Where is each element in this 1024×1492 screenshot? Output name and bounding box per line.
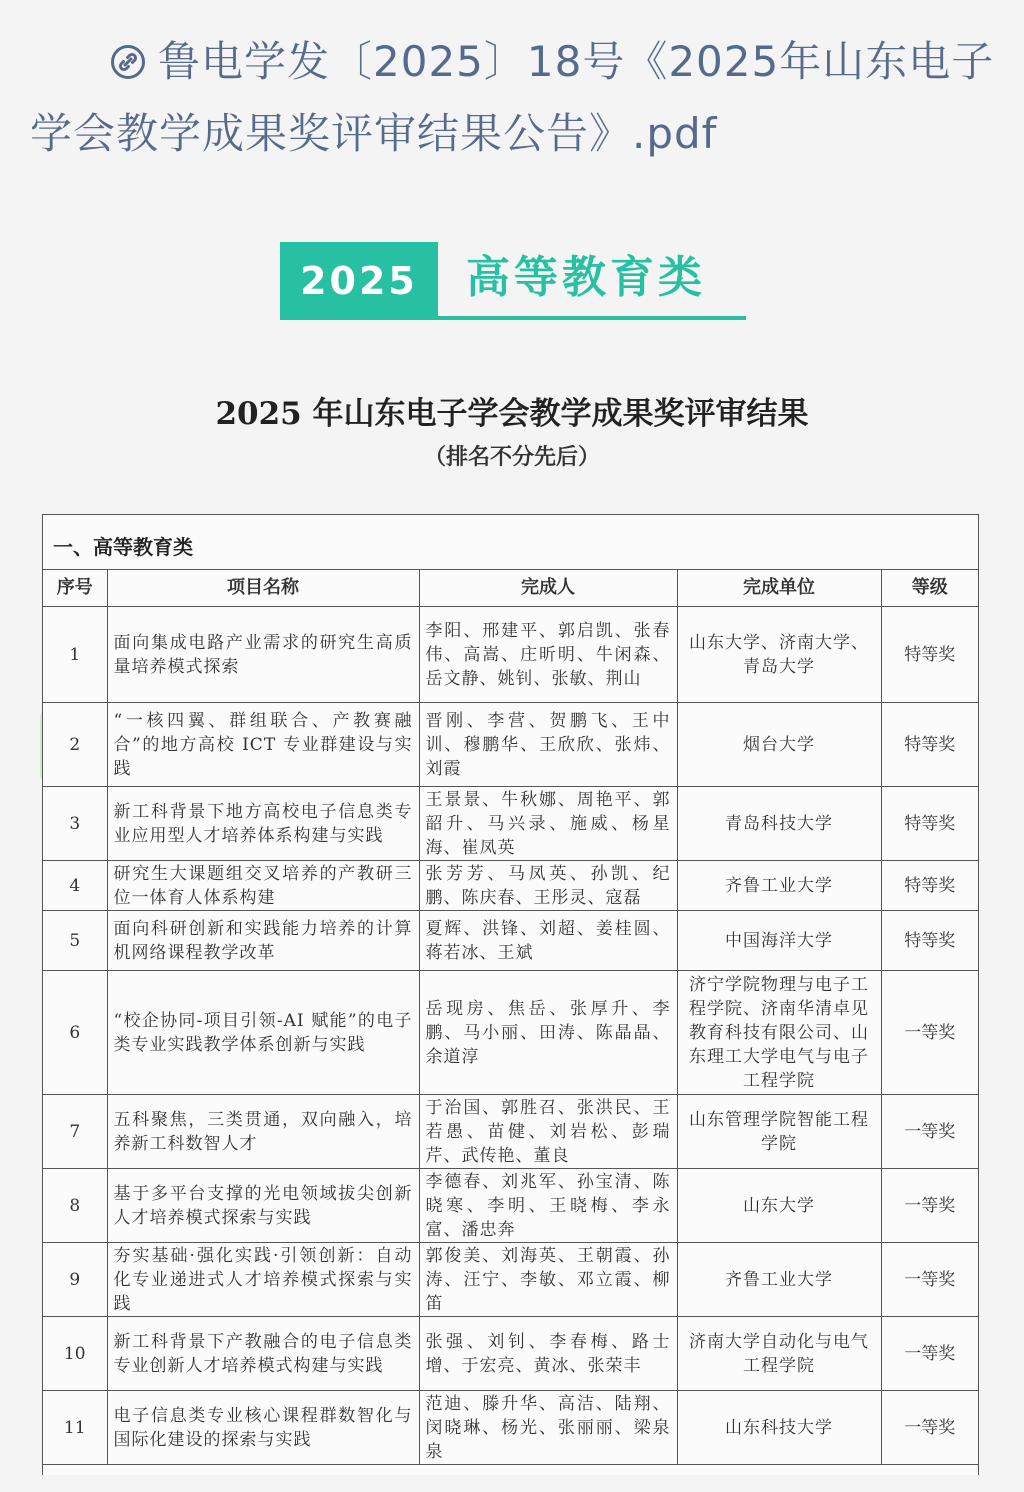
row-project-name: 研究生大课题组交叉培养的产教研三位一体育人体系构建: [107, 861, 419, 911]
header-unit: 完成单位: [677, 570, 881, 607]
row-level: 一等奖: [881, 1243, 978, 1317]
attachment-link[interactable]: [30, 26, 1005, 170]
row-level: 特等奖: [881, 787, 978, 861]
row-people: 夏辉、洪锋、刘超、姜桂圆、蒋若冰、王斌: [419, 911, 677, 971]
table-row: [43, 1317, 978, 1391]
row-level: 特等奖: [881, 861, 978, 911]
section-heading: 一、高等教育类: [43, 515, 978, 570]
header-people: 完成人: [419, 570, 677, 607]
row-people: 晋刚、李营、贺鹏飞、王中训、穆鹏华、王欣欣、张炜、刘霞: [419, 703, 677, 787]
row-unit: 中国海洋大学: [677, 911, 881, 971]
row-people: 李德春、刘兆军、孙宝清、陈晓寒、李明、王晓梅、李永富、潘忠奔: [419, 1169, 677, 1243]
row-level: 一等奖: [881, 1317, 978, 1391]
row-no: 6: [43, 971, 107, 1095]
row-unit: 山东管理学院智能工程学院: [677, 1095, 881, 1169]
row-people: 岳现房、焦岳、张厚升、李鹏、马小丽、田涛、陈晶晶、余道淳: [419, 971, 677, 1095]
row-level: 一等奖: [881, 1169, 978, 1243]
table-row: [43, 703, 978, 787]
row-no: 10: [43, 1317, 107, 1391]
row-unit: 山东大学、济南大学、青岛大学: [677, 607, 881, 703]
row-project-name: 电子信息类专业核心课程群数智化与国际化建设的探索与实践: [107, 1391, 419, 1465]
attachment-filename[interactable]: 鲁电学发〔2025〕18号《2025年山东电子学会教学成果奖评审结果公告》.pdf: [30, 37, 995, 158]
row-no: 4: [43, 861, 107, 911]
row-people: 郭俊美、刘海英、王朝霞、孙涛、汪宁、李敏、邓立霞、柳笛: [419, 1243, 677, 1317]
row-no: 11: [43, 1391, 107, 1465]
row-people: 王景景、牛秋娜、周艳平、郭韶升、马兴录、施威、杨星海、崔凤英: [419, 787, 677, 861]
row-level: 一等奖: [881, 1095, 978, 1169]
table-row: [43, 1243, 978, 1317]
row-project-name: “一核四翼、群组联合、产教赛融合”的地方高校 ICT 专业群建设与实践: [107, 703, 419, 787]
category-banner: [280, 242, 746, 320]
row-unit: 齐鲁工业大学: [677, 861, 881, 911]
table-header-row: [43, 570, 978, 607]
document-title: 2025 年山东电子学会教学成果奖评审结果: [215, 396, 809, 432]
row-people: 于治国、郭胜召、张洪民、王若愚、苗健、刘岩松、彭瑞芹、武传艳、董良: [419, 1095, 677, 1169]
header-project: 项目名称: [107, 570, 419, 607]
row-project-name: 基于多平台支撑的光电领域拔尖创新人才培养模式探索与实践: [107, 1169, 419, 1243]
banner-year: 2025: [280, 242, 438, 320]
results-table: [43, 570, 978, 1465]
row-project-name: 新工科背景下产教融合的电子信息类专业创新人才培养模式构建与实践: [107, 1317, 419, 1391]
table-row: [43, 1095, 978, 1169]
row-people: 张芳芳、马凤英、孙凯、纪鹏、陈庆春、王彤灵、寇磊: [419, 861, 677, 911]
link-icon: [110, 44, 146, 80]
table-row: [43, 1169, 978, 1243]
table-row: [43, 971, 978, 1095]
banner-category: 高等教育类: [466, 252, 706, 303]
row-unit: 济南大学自动化与电气工程学院: [677, 1317, 881, 1391]
row-unit: 山东大学: [677, 1169, 881, 1243]
header-no: 序号: [43, 570, 107, 607]
row-unit: 青岛科技大学: [677, 787, 881, 861]
banner-underline: [438, 316, 746, 320]
row-project-name: 夯实基础·强化实践·引领创新：自动化专业递进式人才培养模式探索与实践: [107, 1243, 419, 1317]
row-no: 8: [43, 1169, 107, 1243]
row-people: 范迪、滕升华、高洁、陆翔、闵晓琳、杨光、张丽丽、梁泉泉: [419, 1391, 677, 1465]
results-table-container: [42, 514, 979, 1475]
row-level: 一等奖: [881, 971, 978, 1095]
row-no: 1: [43, 607, 107, 703]
row-project-name: 面向集成电路产业需求的研究生高质量培养模式探索: [107, 607, 419, 703]
row-unit: 山东科技大学: [677, 1391, 881, 1465]
row-project-name: 新工科背景下地方高校电子信息类专业应用型人才培养体系构建与实践: [107, 787, 419, 861]
row-no: 3: [43, 787, 107, 861]
table-row: [43, 911, 978, 971]
row-level: 特等奖: [881, 607, 978, 703]
row-no: 2: [43, 703, 107, 787]
table-row: [43, 787, 978, 861]
row-unit: 济宁学院物理与电子工程学院、济南华清卓见教育科技有限公司、山东理工大学电气与电子工程学院: [677, 971, 881, 1095]
header-level: 等级: [881, 570, 978, 607]
table-row: [43, 1391, 978, 1465]
table-row: [43, 861, 978, 911]
row-people: 李阳、邢建平、郭启凯、张春伟、高嵩、庄昕明、牛闲森、岳文静、姚钊、张敏、荆山: [419, 607, 677, 703]
row-unit: 齐鲁工业大学: [677, 1243, 881, 1317]
row-project-name: 五科聚焦，三类贯通，双向融入，培养新工科数智人才: [107, 1095, 419, 1169]
row-people: 张强、刘钊、李春梅、路士增、于宏亮、黄冰、张荣丰: [419, 1317, 677, 1391]
row-no: 5: [43, 911, 107, 971]
row-project-name: “校企协同-项目引领-AI 赋能”的电子类专业实践教学体系创新与实践: [107, 971, 419, 1095]
row-unit: 烟台大学: [677, 703, 881, 787]
row-project-name: 面向科研创新和实践能力培养的计算机网络课程教学改革: [107, 911, 419, 971]
row-no: 7: [43, 1095, 107, 1169]
document-subtitle: （排名不分先后）: [423, 444, 600, 470]
row-level: 一等奖: [881, 1391, 978, 1465]
row-level: 特等奖: [881, 703, 978, 787]
row-no: 9: [43, 1243, 107, 1317]
row-level: 特等奖: [881, 911, 978, 971]
table-row: [43, 607, 978, 703]
